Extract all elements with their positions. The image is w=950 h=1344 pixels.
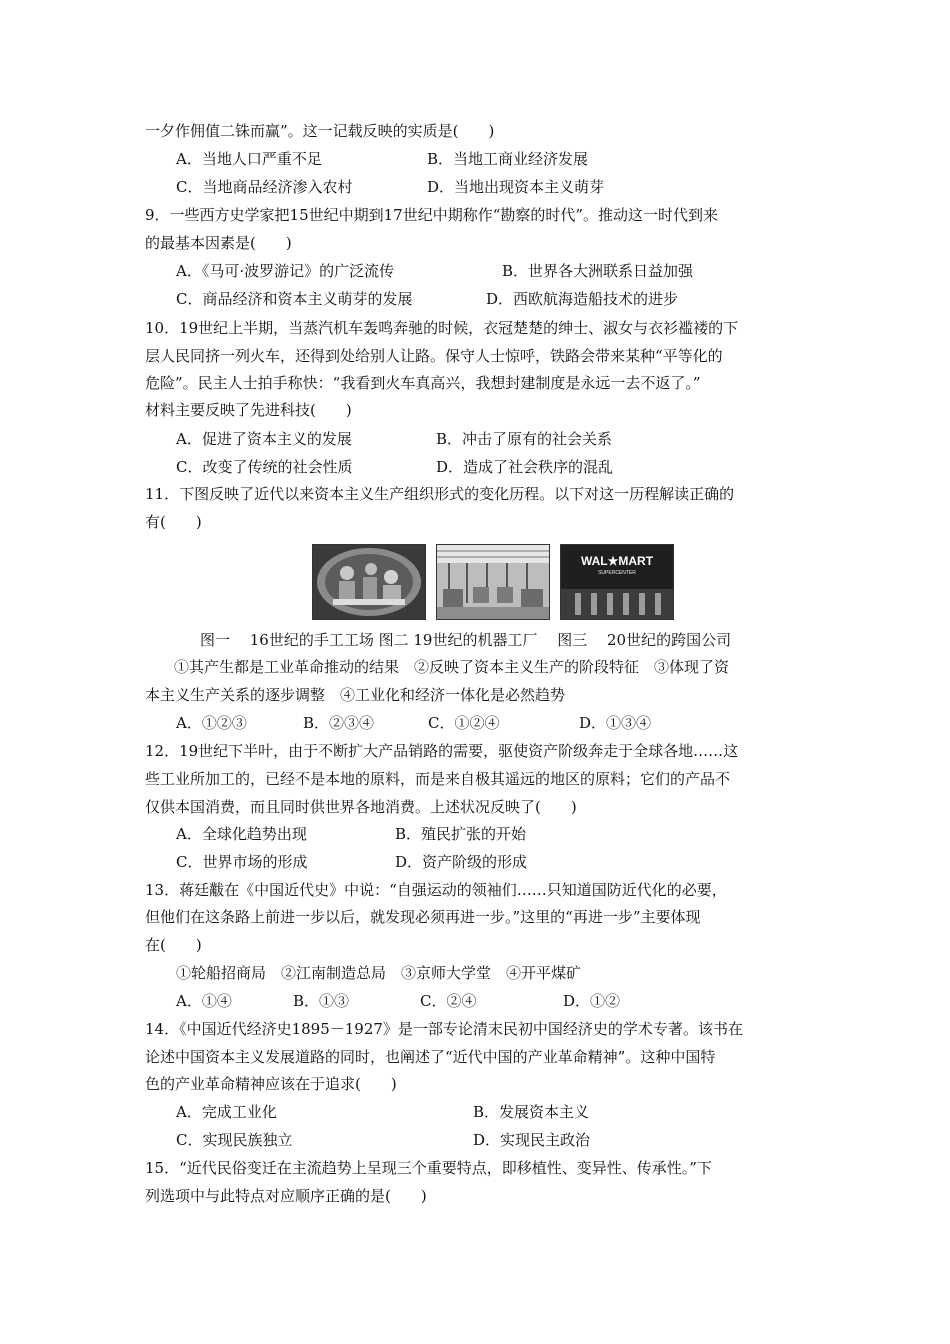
q11-statements-line1: ①其产生都是工业革命推动的结果 ②反映了资本主义生产的阶段特征 ③体现了资 [174,658,730,676]
q8-option-d: D．当地出现资本主义萌芽 [427,178,605,196]
q10-stem-line2: 层人民同挤一列火车，还得到处给别人让路。保守人士惊呼，铁路会带来某种“平等化的 [145,347,723,365]
q13-stem-line3: 在( ) [145,936,202,954]
q13-option-d: D．①② [563,992,621,1010]
q13-option-b: B．①③ [293,992,350,1010]
q9-option-b: B．世界各大洲联系日益加强 [502,262,694,280]
q14-option-a: A．完成工业化 [176,1103,277,1121]
walmart-sub-text: SUPERCENTER [598,570,636,576]
q11-option-b: B．②③④ [303,714,375,732]
q9-option-d: D．西欧航海造船技术的进步 [486,290,679,308]
q8-option-c: C．当地商品经济渗入农村 [176,178,353,196]
q13-option-a: A．①④ [176,992,232,1010]
q12-option-d: D．资产阶级的形成 [395,853,528,871]
q13-option-c: C．②④ [420,992,477,1010]
q13-stem-line2: 但他们在这条路上前进一步以后，就发现必须再进一步。”这里的“再进一步”主要体现 [145,908,701,926]
q11-figure-caption: 图一 16世纪的手工工场 图二 19世纪的机器工厂 图三 20世纪的跨国公司 [200,631,732,649]
q9-option-a: A．《马可·波罗游记》的广泛流传 [176,262,395,280]
q10-option-b: B．冲击了原有的社会关系 [436,430,613,448]
q10-option-c: C．改变了传统的社会性质 [176,458,353,476]
q11-statements-line2: 本主义生产关系的逐步调整 ④工业化和经济一体化是必然趋势 [145,686,566,704]
figure-handicraft-workshop [312,544,426,620]
q9-stem-line1: 9．一些西方史学家把15世纪中期到17世纪中期称作“勘察的时代”。推动这一时代到来 [145,206,719,224]
q11-option-c: C．①②④ [428,714,500,732]
q14-stem-line2: 论述中国资本主义发展道路的同时，也阐述了“近代中国的产业革命精神”。这种中国特 [145,1048,716,1066]
q11-option-a: A．①②③ [176,714,247,732]
q8-option-b: B．当地工商业经济发展 [427,150,589,168]
q8-option-a: A．当地人口严重不足 [176,150,322,168]
q12-stem-line1: 12．19世纪下半叶，由于不断扩大产品销路的需要，驱使资产阶级奔走于全球各地……这 [145,742,739,760]
q12-option-b: B．殖民扩张的开始 [395,825,527,843]
q14-stem-line3: 色的产业革命精神应该在于追求( ) [145,1075,397,1093]
q9-stem-line2: 的最基本因素是( ) [145,234,292,252]
q10-stem-line4: 材料主要反映了先进科技( ) [145,401,352,419]
q12-option-a: A．全球化趋势出现 [176,825,307,843]
q10-stem-line3: 危险”。民主人士拍手称快：“我看到火车真高兴，我想封建制度是永远一去不返了。” [145,374,701,392]
q15-stem-line1: 15．“近代民俗变迁在主流趋势上呈现三个重要特点，即移植性、变异性、传承性。”下 [145,1159,712,1177]
q8-stem-tail: 一夕作佣值二铢而赢”。这一记载反映的实质是( ) [145,122,495,140]
q15-stem-line2: 列选项中与此特点对应顺序正确的是( ) [145,1187,427,1205]
q13-statements: ①轮船招商局 ②江南制造总局 ③京师大学堂 ④开平煤矿 [176,964,582,982]
q11-option-d: D．①③④ [579,714,652,732]
q9-option-c: C．商品经济和资本主义萌芽的发展 [176,290,413,308]
q14-option-d: D．实现民主政治 [473,1131,591,1149]
q10-option-d: D．造成了社会秩序的混乱 [436,458,614,476]
q11-stem-line1: 11．下图反映了近代以来资本主义生产组织形式的变化历程。以下对这一历程解读正确的 [145,485,735,503]
q11-figure-row [312,544,674,620]
figure-walmart-supercenter [560,544,674,620]
figure-machine-factory [436,544,550,620]
q10-option-a: A．促进了资本主义的发展 [176,430,352,448]
walmart-sign-text: WAL★MART [580,554,654,568]
q11-stem-line2: 有( ) [145,513,202,531]
q12-option-c: C．世界市场的形成 [176,853,308,871]
q12-stem-line3: 仅供本国消费，而且同时供世界各地消费。上述状况反映了( ) [145,798,577,816]
q12-stem-line2: 些工业所加工的，已经不是本地的原料，而是来自极其遥远的地区的原料；它们的产品不 [145,770,731,788]
q14-stem-line1: 14．《中国近代经济史1895－1927》是一部专论清末民初中国经济史的学术专著。该书在 [145,1020,743,1038]
q14-option-c: C．实现民族独立 [176,1131,293,1149]
q10-stem-line1: 10．19世纪上半期，当蒸汽机车轰鸣奔驰的时候，衣冠楚楚的绅士、淑女与衣衫褴褛的下 [145,319,739,337]
q13-stem-line1: 13．蒋廷黻在《中国近代史》中说：“自强运动的领袖们……只知道国防近代化的必要， [145,881,727,899]
q14-option-b: B．发展资本主义 [473,1103,590,1121]
